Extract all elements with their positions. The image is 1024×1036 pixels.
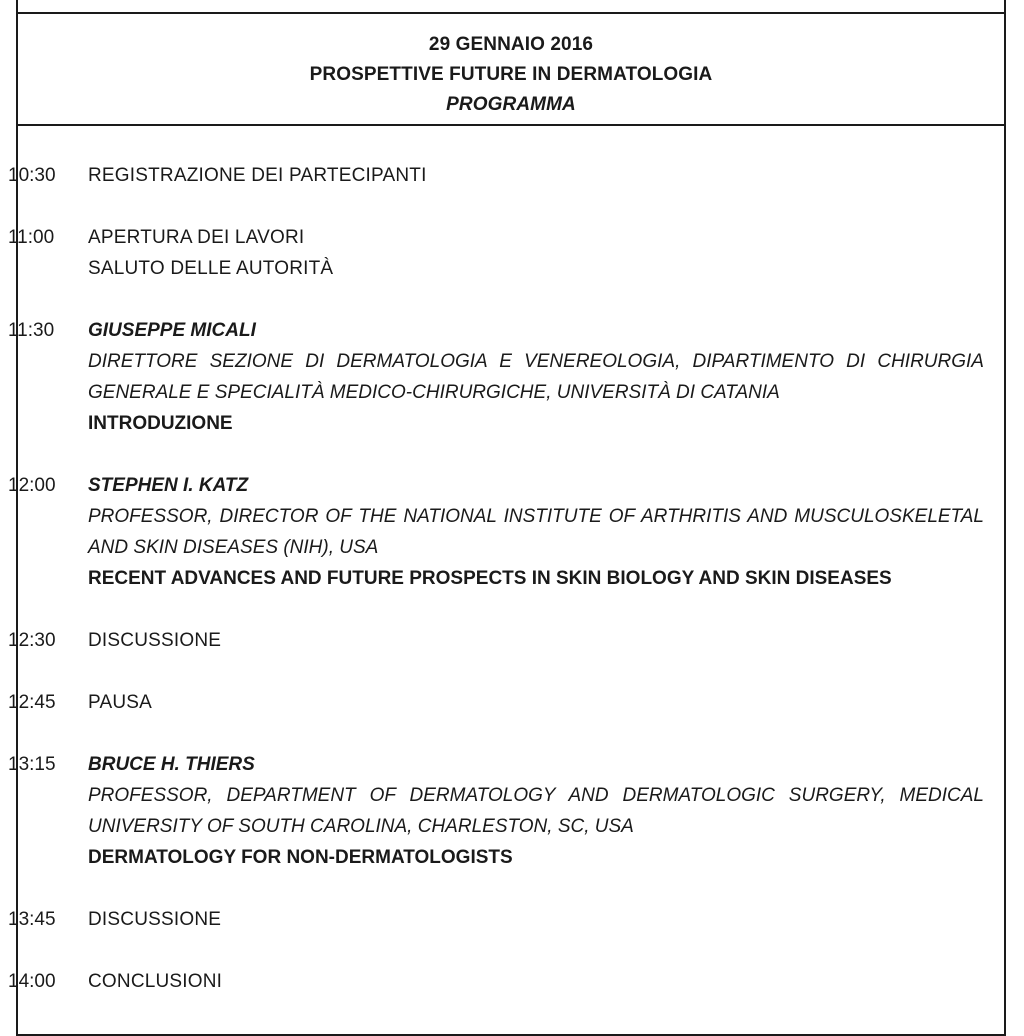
entry-text: APERTURA DEI LAVORI bbox=[88, 227, 305, 248]
entry-time: 13:45 bbox=[8, 909, 56, 930]
entry-text: CONCLUSIONI bbox=[88, 971, 223, 992]
entry-time: 11:30 bbox=[8, 320, 55, 341]
program-entry bbox=[8, 160, 984, 191]
entry-content bbox=[88, 904, 984, 935]
entry-content bbox=[88, 966, 984, 997]
entry-content bbox=[88, 749, 984, 873]
program-entry bbox=[8, 687, 984, 718]
top-strip bbox=[18, 0, 1004, 14]
program-entry bbox=[8, 904, 984, 935]
entry-time: 10:30 bbox=[8, 165, 56, 186]
talk-title: INTRODUZIONE bbox=[88, 413, 233, 434]
entry-text: DISCUSSIONE bbox=[88, 909, 222, 930]
entry-text: SALUTO DELLE AUTORITÀ bbox=[88, 258, 334, 279]
talk-title: DERMATOLOGY FOR NON-DERMATOLOGISTS bbox=[88, 847, 513, 868]
entry-content bbox=[88, 315, 984, 439]
program-entry bbox=[8, 222, 984, 284]
entry-time: 13:15 bbox=[8, 754, 56, 775]
program-header bbox=[18, 14, 1004, 126]
entry-time: 14:00 bbox=[8, 971, 56, 992]
program-list bbox=[8, 160, 984, 1028]
speaker-name: GIUSEPPE MICALI bbox=[88, 320, 256, 341]
speaker-affiliation: PROFESSOR, DEPARTMENT OF DERMATOLOGY AND DERMATOLOGIC SURGERY, MEDICAL UNIVERSITY OF SOUTH CAROLINA, CHARLESTON, SC, USA bbox=[88, 785, 984, 837]
speaker-affiliation: PROFESSOR, DIRECTOR OF THE NATIONAL INSTITUTE OF ARTHRITIS AND MUSCULOSKELETAL AND SKIN DISEASES (NIH), USA bbox=[88, 506, 984, 558]
program-entry bbox=[8, 749, 984, 873]
entry-content bbox=[88, 470, 984, 594]
entry-content bbox=[88, 160, 984, 191]
entry-time: 12:45 bbox=[8, 692, 56, 713]
entry-time: 12:30 bbox=[8, 630, 56, 651]
entry-time: 12:00 bbox=[8, 475, 56, 496]
entry-content bbox=[88, 222, 984, 284]
entry-text: DISCUSSIONE bbox=[88, 630, 222, 651]
entry-time: 11:00 bbox=[8, 227, 55, 248]
entry-text: REGISTRAZIONE DEI PARTECIPANTI bbox=[88, 165, 427, 186]
program-entry bbox=[8, 625, 984, 656]
entry-content bbox=[88, 687, 984, 718]
program-entry bbox=[8, 966, 984, 997]
program-entry bbox=[8, 315, 984, 439]
event-date: 29 GENNAIO 2016 bbox=[428, 34, 594, 55]
program-heading: PROGRAMMA bbox=[446, 94, 576, 115]
program-entry bbox=[8, 470, 984, 594]
speaker-affiliation: DIRETTORE SEZIONE DI DERMATOLOGIA E VENEREOLOGIA, DIPARTIMENTO DI CHIRURGIA GENERALE E SPECIALITÀ MEDICO-CHIRURGICHE, UNIVERSITÀ DI CATANIA bbox=[88, 351, 984, 403]
talk-title: RECENT ADVANCES AND FUTURE PROSPECTS IN SKIN BIOLOGY AND SKIN DISEASES bbox=[88, 568, 892, 589]
event-title: PROSPETTIVE FUTURE IN DERMATOLOGIA bbox=[309, 64, 713, 85]
entry-text: PAUSA bbox=[88, 692, 153, 713]
entry-content bbox=[88, 625, 984, 656]
speaker-name: BRUCE H. THIERS bbox=[88, 754, 255, 775]
speaker-name: STEPHEN I. KATZ bbox=[88, 475, 249, 496]
